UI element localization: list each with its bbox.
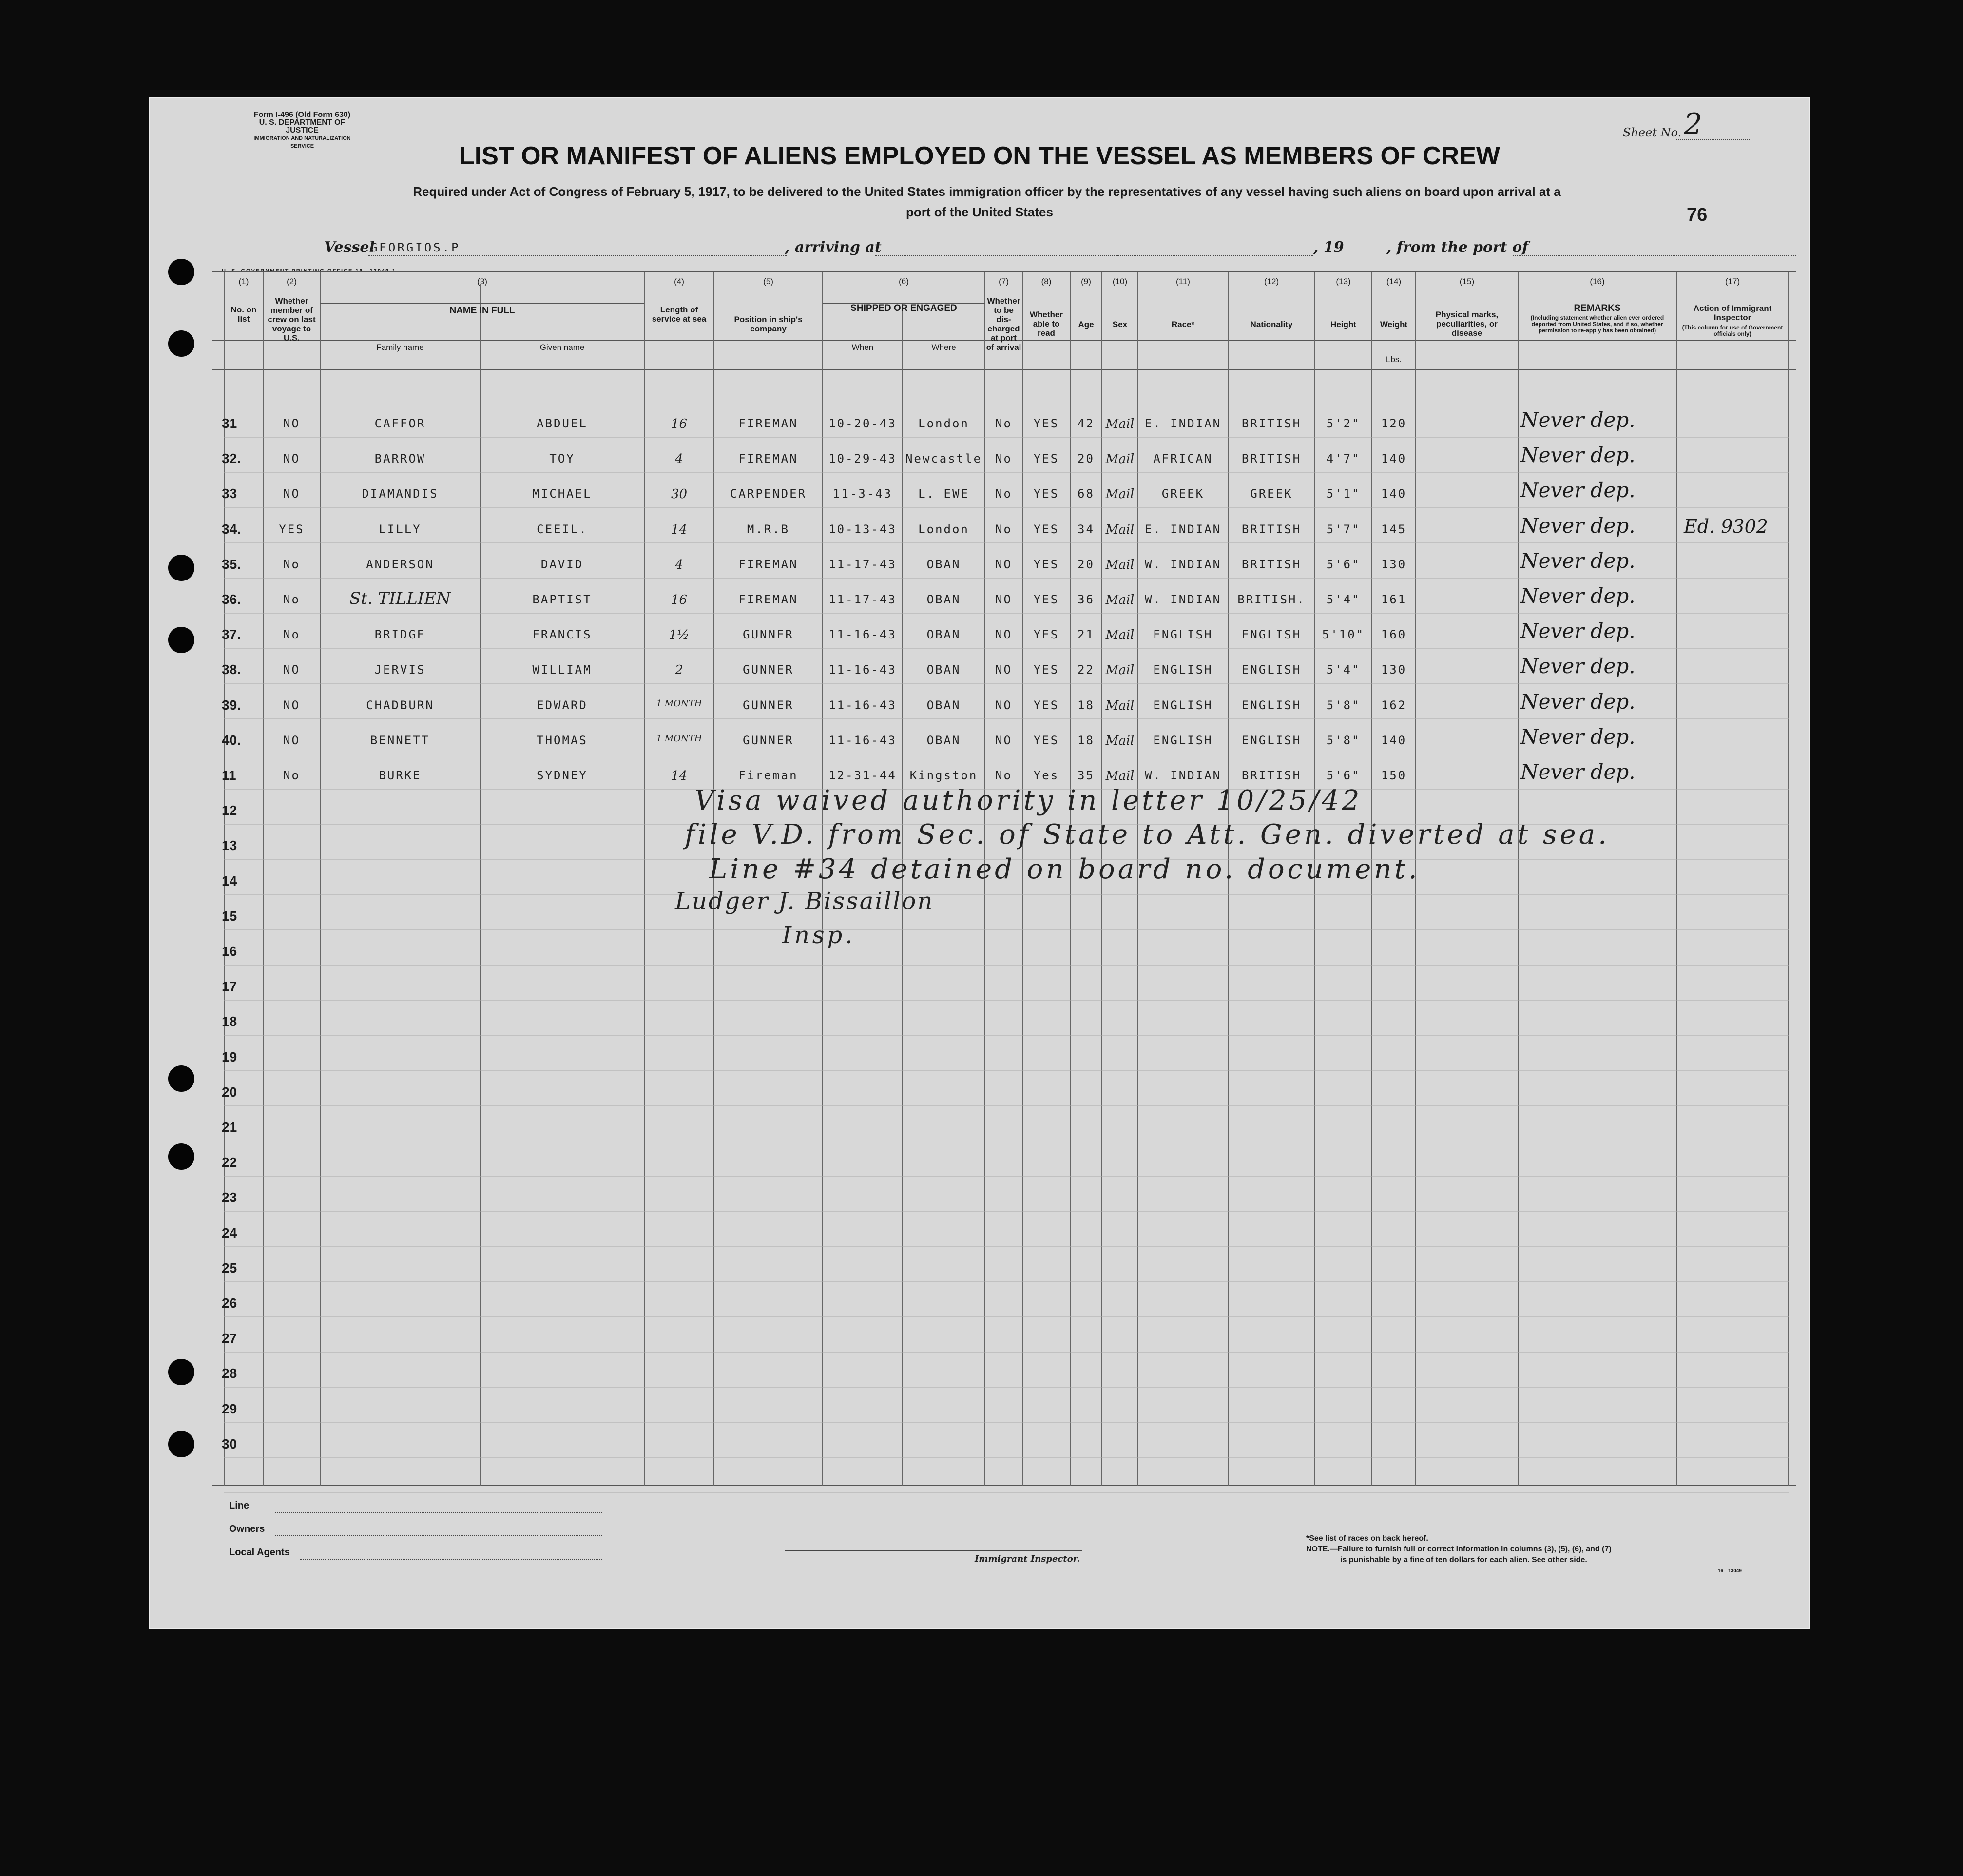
cell-family: BURKE	[379, 769, 422, 782]
cell-age: 21	[1078, 628, 1095, 641]
col-header-race: Race*	[1171, 320, 1195, 329]
cell-family: LILLY	[379, 522, 422, 536]
cell-where: Kingston	[909, 769, 978, 782]
cell-race: AFRICAN	[1153, 452, 1213, 465]
cell-remarks: Never dep.	[1520, 584, 1636, 608]
row-number: 25	[222, 1260, 237, 1276]
cell-when: 11-16-43	[828, 734, 897, 747]
cell-remarks: Never dep.	[1520, 408, 1636, 432]
row-number: 34.	[222, 522, 241, 537]
cell-age: 20	[1078, 452, 1095, 465]
cell-prev: NO	[283, 734, 300, 747]
cell-age: 18	[1078, 734, 1095, 747]
sheet-number: 2	[1684, 107, 1703, 141]
col-num: (15)	[1459, 277, 1475, 286]
col-num: (5)	[763, 277, 773, 286]
cell-nationality: BRITISH	[1241, 558, 1302, 571]
cell-remarks: Never dep.	[1520, 725, 1636, 749]
row-number: 37.	[222, 627, 241, 642]
cell-weight: 140	[1381, 452, 1407, 465]
col-header-discharge: Whether to be dis-charged at port of arrival	[986, 296, 1021, 352]
printing-office: U. S. GOVERNMENT PRINTING OFFICE 16—13049-1	[222, 268, 397, 274]
cell-race: W. INDIAN	[1144, 558, 1222, 571]
vessel-name: GEORGIOS.P	[370, 241, 461, 254]
cell-position: FIREMAN	[738, 417, 798, 430]
col-header-read: Whether able to read	[1030, 310, 1063, 338]
cell-position: FIREMAN	[738, 593, 798, 606]
cell-weight: 120	[1381, 417, 1407, 430]
col-num: (8)	[1041, 277, 1052, 286]
col-num: (9)	[1081, 277, 1091, 286]
cell-remarks: Never dep.	[1520, 690, 1636, 714]
cell-sex: Mail	[1105, 769, 1135, 783]
page-number: 76	[1687, 205, 1708, 225]
cell-service: 30	[671, 487, 688, 502]
inspector-signature: Ludger J. Bissaillon	[675, 888, 934, 915]
cell-sex: Mail	[1105, 558, 1135, 572]
cell-family: BARROW	[374, 452, 426, 465]
cell-remarks: Never dep.	[1520, 443, 1636, 467]
col-header-position: Position in ship's company	[734, 315, 803, 333]
cell-when: 10-13-43	[828, 522, 897, 536]
cell-given: FRANCIS	[532, 628, 592, 641]
cell-service: 4	[675, 558, 683, 572]
col-header-action-note: (This column for use of Government officials only)	[1682, 324, 1783, 337]
col-num: (17)	[1725, 277, 1740, 286]
cell-action: Ed. 9302	[1684, 516, 1768, 537]
vessel-label: Vessel	[324, 239, 375, 256]
row-number: 11	[222, 768, 236, 783]
cell-given: CEEIL.	[537, 522, 588, 536]
cell-where: OBAN	[926, 558, 961, 571]
cell-family: DIAMANDIS	[362, 487, 439, 501]
col-num: (11)	[1176, 277, 1190, 286]
cell-given: MICHAEL	[532, 487, 592, 501]
col-header-weight: Weight	[1380, 320, 1408, 329]
cell-position: FIREMAN	[738, 558, 798, 571]
cell-race: ENGLISH	[1153, 628, 1213, 641]
cell-weight: 161	[1381, 593, 1407, 606]
col-header-where: Where	[931, 343, 956, 352]
row-number: 39.	[222, 697, 241, 713]
cell-family: BENNETT	[370, 734, 430, 747]
cell-remarks: Never dep.	[1520, 549, 1636, 573]
row-number: 26	[222, 1296, 237, 1311]
inspector-title: Insp.	[782, 922, 856, 949]
page-title: LIST OR MANIFEST OF ALIENS EMPLOYED ON THE VESSEL AS MEMBERS OF CREW	[459, 142, 1500, 170]
cell-family: St. TILLIEN	[349, 589, 451, 608]
cell-race: W. INDIAN	[1144, 769, 1222, 782]
col-header-height: Height	[1330, 320, 1356, 329]
row-number: 19	[222, 1049, 237, 1064]
cell-service: 1 MONTH	[656, 698, 702, 709]
cell-discharge: No	[995, 417, 1012, 430]
row-number: 12	[222, 803, 237, 818]
cell-service: 1½	[669, 628, 690, 642]
col-header-service: Length of service at sea	[652, 305, 707, 324]
form-id-line: U. S. DEPARTMENT OF JUSTICE	[259, 118, 346, 135]
cell-weight: 162	[1381, 698, 1407, 712]
cell-weight: 140	[1381, 734, 1407, 747]
col-header-shipped: SHIPPED OR ENGAGED	[850, 303, 957, 313]
cell-height: 5'1"	[1326, 487, 1361, 501]
cell-age: 22	[1078, 663, 1095, 677]
cell-weight: 150	[1381, 769, 1407, 782]
cell-read: YES	[1033, 452, 1059, 465]
cell-family: BRIDGE	[374, 628, 426, 641]
cell-height: 5'6"	[1326, 769, 1361, 782]
cell-age: 36	[1078, 593, 1095, 606]
footer-note-line1: NOTE.—Failure to furnish full or correct information in columns (3), (5), (6), and (7)	[1306, 1545, 1612, 1553]
cell-nationality: BRITISH	[1241, 452, 1302, 465]
col-header-nationality: Nationality	[1250, 320, 1293, 329]
cell-read: YES	[1033, 593, 1059, 606]
row-number: 30	[222, 1436, 237, 1451]
cell-where: London	[918, 417, 969, 430]
row-number: 32.	[222, 451, 241, 466]
cell-nationality: BRITISH.	[1237, 593, 1306, 606]
col-header-when: When	[851, 343, 874, 352]
cell-given: SYDNEY	[537, 769, 588, 782]
form-id-line: Form I-496 (Old Form 630)	[253, 111, 351, 119]
row-number: 23	[222, 1190, 237, 1205]
cell-read: Yes	[1033, 769, 1059, 782]
cell-read: YES	[1033, 663, 1059, 677]
cell-family: CAFFOR	[374, 417, 426, 430]
cell-read: YES	[1033, 734, 1059, 747]
cell-age: 35	[1078, 769, 1095, 782]
cell-weight: 160	[1381, 628, 1407, 641]
col-num: (10)	[1112, 277, 1128, 286]
handwritten-note-line3: Line #34 detained on board no. document.	[709, 853, 1420, 885]
arriving-label: , arriving at	[785, 239, 882, 256]
cell-race: GREEK	[1161, 487, 1205, 501]
col-num: (6)	[899, 277, 909, 286]
cell-where: London	[918, 522, 969, 536]
row-number: 18	[222, 1014, 237, 1029]
row-number: 14	[222, 873, 237, 889]
cell-given: TOY	[549, 452, 575, 465]
cell-sex: Mail	[1105, 628, 1135, 642]
cell-age: 42	[1078, 417, 1095, 430]
cell-position: GUNNER	[743, 698, 794, 712]
cell-service: 4	[675, 452, 683, 466]
cell-nationality: BRITISH	[1241, 769, 1302, 782]
cell-position: GUNNER	[743, 734, 794, 747]
cell-age: 68	[1078, 487, 1095, 501]
footer-line-label: Line	[229, 1500, 250, 1511]
cell-where: L. EWE	[918, 487, 969, 501]
inspector-signature-line	[785, 1550, 1082, 1551]
row-number: 20	[222, 1084, 237, 1100]
cell-race: W. INDIAN	[1144, 593, 1222, 606]
cell-discharge: NO	[995, 628, 1012, 641]
col-num: (2)	[287, 277, 297, 286]
row-number: 16	[222, 944, 237, 959]
row-number: 36.	[222, 592, 241, 607]
row-number: 15	[222, 909, 237, 924]
cell-service: 14	[671, 769, 688, 783]
cell-prev: No	[283, 558, 300, 571]
cell-service: 16	[671, 417, 688, 431]
cell-read: YES	[1033, 487, 1059, 501]
cell-when: 11-17-43	[828, 593, 897, 606]
col-num: (12)	[1264, 277, 1279, 286]
cell-prev: NO	[283, 698, 300, 712]
row-number: 13	[222, 838, 237, 853]
cell-discharge: NO	[995, 734, 1012, 747]
footer-owners-label: Owners	[229, 1524, 265, 1534]
row-number: 24	[222, 1225, 237, 1240]
col-num: (3)	[477, 277, 487, 286]
cell-where: OBAN	[926, 698, 961, 712]
cell-race: E. INDIAN	[1144, 417, 1222, 430]
cell-age: 34	[1078, 522, 1095, 536]
cell-weight: 130	[1381, 558, 1407, 571]
cell-height: 5'4"	[1326, 593, 1361, 606]
cell-service: 2	[675, 663, 683, 677]
row-number: 27	[222, 1331, 237, 1346]
cell-discharge: No	[995, 769, 1012, 782]
col-header-no: No. on list	[231, 305, 257, 324]
col-num: (7)	[999, 277, 1009, 286]
cell-prev: YES	[279, 522, 305, 536]
cell-read: YES	[1033, 417, 1059, 430]
row-number: 35.	[222, 557, 241, 572]
cell-sex: Mail	[1105, 487, 1135, 502]
cell-sex: Mail	[1105, 522, 1135, 537]
cell-sex: Mail	[1105, 663, 1135, 677]
year-label: , 19	[1313, 239, 1344, 256]
row-number: 29	[222, 1401, 237, 1416]
handwritten-note-line1: Visa waived authority in letter 10/25/42	[694, 785, 1363, 816]
cell-position: Fireman	[738, 769, 798, 782]
cell-read: YES	[1033, 628, 1059, 641]
cell-position: M.R.B	[747, 522, 790, 536]
col-header-remarks: REMARKS	[1574, 303, 1621, 313]
cell-race: ENGLISH	[1153, 734, 1213, 747]
cell-height: 5'8"	[1326, 734, 1361, 747]
cell-weight: 140	[1381, 487, 1407, 501]
footer-inspector-label: Immigrant Inspector.	[975, 1554, 1080, 1564]
row-number: 33	[222, 486, 237, 501]
cell-sex: Mail	[1105, 417, 1135, 431]
row-number: 22	[222, 1155, 237, 1170]
cell-remarks: Never dep.	[1520, 760, 1636, 784]
cell-remarks: Never dep.	[1520, 619, 1636, 643]
row-number: 31	[222, 416, 237, 431]
cell-position: GUNNER	[743, 663, 794, 677]
cell-given: THOMAS	[537, 734, 588, 747]
cell-position: GUNNER	[743, 628, 794, 641]
cell-read: YES	[1033, 698, 1059, 712]
col-num: (13)	[1336, 277, 1351, 286]
col-num: (4)	[674, 277, 684, 286]
cell-sex: Mail	[1105, 452, 1135, 466]
cell-age: 18	[1078, 698, 1095, 712]
cell-where: Newcastle	[905, 452, 982, 465]
cell-where: OBAN	[926, 734, 961, 747]
row-number: 40.	[222, 733, 241, 748]
cell-nationality: ENGLISH	[1241, 698, 1302, 712]
cell-prev: NO	[283, 452, 300, 465]
cell-read: YES	[1033, 558, 1059, 571]
cell-remarks: Never dep.	[1520, 478, 1636, 502]
cell-height: 5'2"	[1326, 417, 1361, 430]
cell-nationality: BRITISH	[1241, 417, 1302, 430]
weight-unit: Lbs.	[1386, 355, 1402, 364]
cell-when: 10-20-43	[828, 417, 897, 430]
cell-when: 11-16-43	[828, 698, 897, 712]
col-header-name: NAME IN FULL	[449, 306, 515, 316]
cell-height: 5'4"	[1326, 663, 1361, 677]
cell-family: ANDERSON	[366, 558, 434, 571]
cell-race: ENGLISH	[1153, 663, 1213, 677]
cell-height: 5'6"	[1326, 558, 1361, 571]
cell-weight: 145	[1381, 522, 1407, 536]
footer-owners-field	[275, 1535, 602, 1536]
cell-given: WILLIAM	[532, 663, 592, 677]
cell-sex: Mail	[1105, 593, 1135, 607]
cell-where: OBAN	[926, 593, 961, 606]
from-port-label: , from the port of	[1386, 239, 1529, 256]
cell-family: CHADBURN	[366, 698, 434, 712]
subtitle-line2: port of the United States	[906, 205, 1053, 219]
cell-sex: Mail	[1105, 698, 1135, 713]
cell-discharge: No	[995, 487, 1012, 501]
cell-service: 16	[671, 593, 688, 607]
col-num: (14)	[1386, 277, 1402, 286]
cell-remarks: Never dep.	[1520, 514, 1636, 538]
footer-races-note: *See list of races on back hereof.	[1306, 1534, 1428, 1543]
cell-nationality: ENGLISH	[1241, 734, 1302, 747]
row-number: 28	[222, 1366, 237, 1381]
cell-weight: 130	[1381, 663, 1407, 677]
cell-where: OBAN	[926, 628, 961, 641]
col-num: (16)	[1590, 277, 1605, 286]
cell-prev: NO	[283, 663, 300, 677]
col-header-prev-voyage: Whether member of crew on last voyage to U.S.	[268, 296, 316, 343]
cell-remarks: Never dep.	[1520, 654, 1636, 678]
cell-nationality: BRITISH	[1241, 522, 1302, 536]
cell-discharge: NO	[995, 558, 1012, 571]
footer-note-line2: is punishable by a fine of ten dollars for each alien. See other side.	[1340, 1556, 1587, 1564]
cell-family: JERVIS	[374, 663, 426, 677]
cell-discharge: NO	[995, 663, 1012, 677]
cell-given: BAPTIST	[532, 593, 592, 606]
cell-nationality: GREEK	[1250, 487, 1293, 501]
footer-line-field	[275, 1512, 602, 1513]
cell-when: 10-29-43	[828, 452, 897, 465]
cell-service: 14	[671, 522, 688, 537]
cell-prev: No	[283, 628, 300, 641]
cell-height: 5'7"	[1326, 522, 1361, 536]
cell-height: 5'10"	[1322, 628, 1365, 641]
cell-prev: No	[283, 769, 300, 782]
cell-when: 11-3-43	[832, 487, 893, 501]
footer-agents-label: Local Agents	[229, 1547, 290, 1558]
form-id-line: IMMIGRATION AND NATURALIZATION SERVICE	[253, 135, 351, 149]
cell-race: ENGLISH	[1153, 698, 1213, 712]
cell-service: 1 MONTH	[656, 734, 702, 744]
subtitle: Required under Act of Congress of February 5, 1917, to be delivered to the United States immigration officer by the representatives of any vessel having such aliens on board upon arrival at a	[413, 184, 1561, 199]
col-header-age: Age	[1078, 320, 1094, 329]
row-number: 21	[222, 1120, 237, 1135]
cell-position: CARPENDER	[730, 487, 807, 501]
row-number: 38.	[222, 662, 241, 677]
cell-position: FIREMAN	[738, 452, 798, 465]
cell-discharge: No	[995, 522, 1012, 536]
cell-sex: Mail	[1105, 734, 1135, 748]
col-header-action: Action of Immigrant Inspector	[1693, 304, 1772, 322]
cell-discharge: No	[995, 452, 1012, 465]
cell-when: 12-31-44	[828, 769, 897, 782]
cell-nationality: ENGLISH	[1241, 663, 1302, 677]
cell-height: 5'8"	[1326, 698, 1361, 712]
footer-agents-field	[300, 1559, 602, 1560]
cell-when: 11-16-43	[828, 663, 897, 677]
cell-when: 11-16-43	[828, 628, 897, 641]
cell-discharge: NO	[995, 593, 1012, 606]
handwritten-note-line2: file V.D. from Sec. of State to Att. Gen. diverted at sea.	[685, 819, 1610, 851]
col-header-physical: Physical marks, peculiarities, or disease	[1435, 310, 1499, 338]
cell-given: ABDUEL	[537, 417, 588, 430]
cell-race: E. INDIAN	[1144, 522, 1222, 536]
col-header-sex: Sex	[1112, 320, 1128, 329]
cell-read: YES	[1033, 522, 1059, 536]
col-header-given: Given name	[539, 343, 585, 352]
cell-height: 4'7"	[1326, 452, 1361, 465]
cell-given: EDWARD	[537, 698, 588, 712]
cell-age: 20	[1078, 558, 1095, 571]
row-number: 17	[222, 979, 237, 994]
sheet-label: Sheet No.	[1623, 126, 1682, 139]
col-num: (1)	[238, 277, 249, 286]
cell-prev: NO	[283, 487, 300, 501]
manifest-sheet	[149, 97, 1810, 1629]
cell-nationality: ENGLISH	[1241, 628, 1302, 641]
cell-discharge: NO	[995, 698, 1012, 712]
cell-given: DAVID	[540, 558, 584, 571]
cell-prev: NO	[283, 417, 300, 430]
footer-form-code: 16—13049	[1718, 1568, 1742, 1574]
col-header-family: Family name	[376, 343, 424, 352]
col-header-remarks-note: (Including statement whether alien ever ordered deported from United States, and if so, whether permission to re-apply has been obtained)	[1530, 314, 1664, 334]
cell-where: OBAN	[926, 663, 961, 677]
cell-prev: No	[283, 593, 300, 606]
cell-when: 11-17-43	[828, 558, 897, 571]
